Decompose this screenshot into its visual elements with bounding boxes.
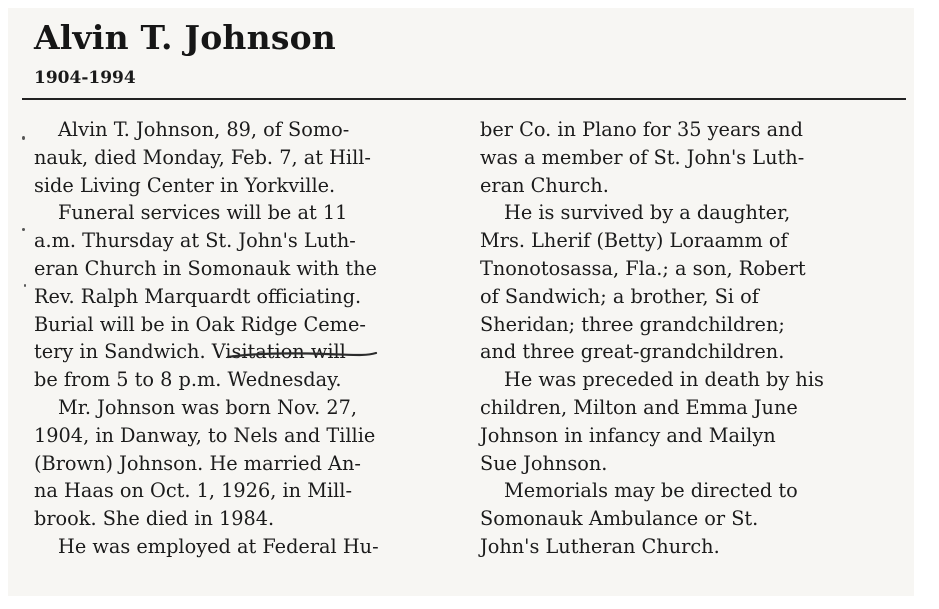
margin-speck (22, 228, 25, 231)
obituary-text-line: side Living Center in Yorkville. (34, 173, 336, 197)
obituary-text-line: Sheridan; three grandchildren; (480, 312, 785, 336)
obituary-text-line: children, Milton and Emma June (480, 395, 798, 419)
obituary-headline: Alvin T. Johnson (34, 18, 337, 57)
obituary-text-line: be from 5 to 8 p.m. Wednesday. (34, 368, 342, 392)
obituary-text-line: a.m. Thursday at St. John's Luth- (34, 229, 356, 253)
obituary-left-column (34, 116, 464, 561)
margin-speck (24, 284, 26, 287)
obituary-text-line: na Haas on Oct. 1, 1926, in Mill- (34, 479, 352, 503)
obituary-text-line: nauk, died Monday, Feb. 7, at Hill- (34, 145, 371, 169)
margin-speck (22, 136, 25, 140)
obituary-right-column (480, 116, 900, 561)
obituary-text-line: tery in Sandwich. Visitation will (34, 340, 346, 364)
obituary-text-line: and three great-grandchildren. (480, 340, 785, 364)
obituary-text-line: He was preceded in death by his (504, 368, 824, 392)
obituary-text-line: Alvin T. Johnson, 89, of Somo- (58, 118, 350, 141)
obituary-text-line: eran Church. (480, 173, 609, 197)
headline-rule (22, 98, 906, 100)
obituary-text-line: Funeral services will be at 11 (58, 201, 348, 225)
handwritten-underline (226, 348, 378, 362)
obituary-text-line: ber Co. in Plano for 35 years and (480, 118, 803, 141)
obituary-text-line: Memorials may be directed to (504, 479, 798, 503)
obituary-text-line: Rev. Ralph Marquardt officiating. (34, 284, 362, 308)
obituary-text-line: He was employed at Federal Hu- (58, 534, 379, 558)
obituary-text-line: brook. She died in 1984. (34, 507, 275, 531)
obituary-text-line: John's Lutheran Church. (480, 534, 720, 558)
obituary-text-line: eran Church in Somonauk with the (34, 256, 377, 280)
obituary-text-line: Burial will be in Oak Ridge Ceme- (34, 312, 366, 336)
obituary-text-line: Tnonotosassa, Fla.; a son, Robert (480, 256, 806, 280)
obituary-text-line: (Brown) Johnson. He married An- (34, 451, 361, 475)
obituary-text-line: He is survived by a daughter, (504, 201, 791, 225)
obituary-text-line: Mrs. Lherif (Betty) Loraamm of (480, 229, 788, 253)
obituary-text-line: of Sandwich; a brother, Si of (480, 284, 759, 308)
obituary-text-line: 1904, in Danway, to Nels and Tillie (34, 423, 376, 447)
obituary-text-line: Somonauk Ambulance or St. (480, 507, 759, 531)
obituary-text-line: was a member of St. John's Luth- (480, 145, 805, 169)
obituary-text-line: Johnson in infancy and Mailyn (480, 423, 776, 447)
obituary-years: 1904-1994 (34, 68, 136, 88)
obituary-text-line: Sue Johnson. (480, 451, 608, 475)
obituary-text-line: Mr. Johnson was born Nov. 27, (58, 395, 358, 419)
